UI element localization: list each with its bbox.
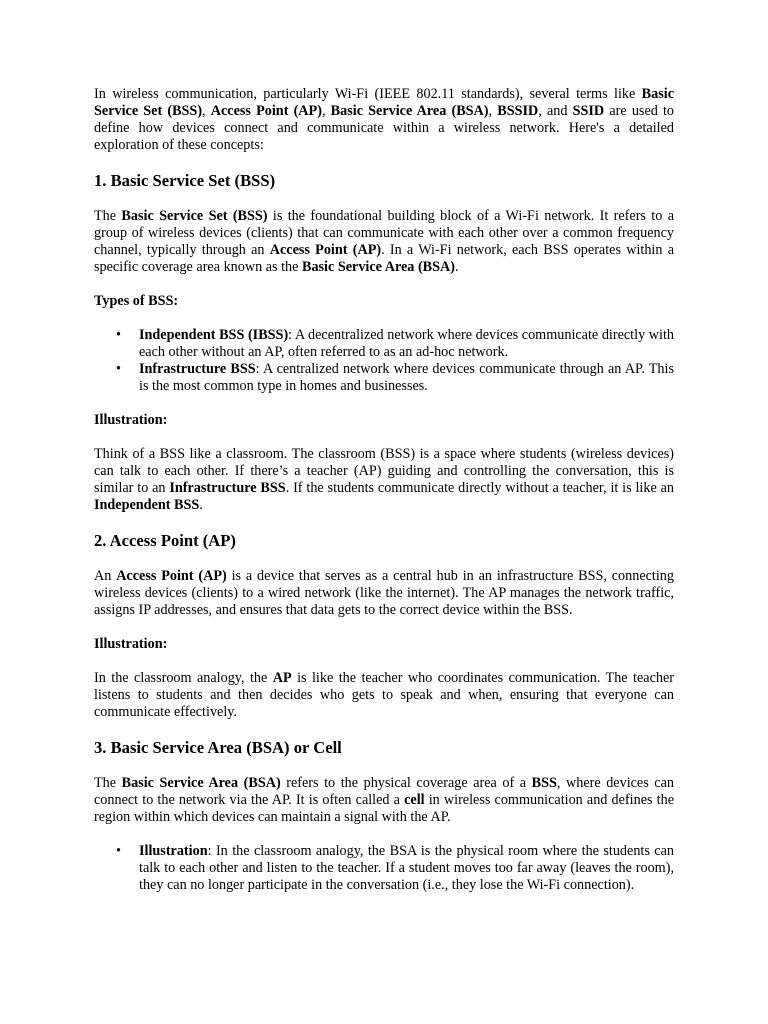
types-of-bss-heading: Types of BSS: — [94, 293, 179, 309]
illustration-heading: Illustration: — [94, 412, 168, 428]
ap-illustration-paragraph: In the classroom analogy, the AP is like the teacher who coordinates communication. The teacher listens to students and then decides who gets to speak and when, ensuring that everyone can communicate effectively. — [94, 670, 674, 720]
intro-paragraph: In wireless communication, particularly Wi-Fi (IEEE 802.11 standards), several terms like Basic Service Set (BSS), Access Point (AP), Basic Service Area (BSA), BSSID, and SSID are used to define how devices connect and communicate within a wireless network. Here's a detailed exploration of these concepts: — [94, 86, 675, 153]
section-heading-ap: 2. Access Point (AP) — [94, 531, 236, 550]
section-heading-bss: 1. Basic Service Set (BSS) — [94, 171, 276, 190]
list-item: • Illustration: In the classroom analogy, the BSA is the physical room where the students can talk to each other and listen to the teacher. If a student moves too far away (leaves the room), they can no longer participate in the conversation (i.e., they lose the Wi-Fi connection). — [94, 843, 674, 894]
bss-illustration-paragraph: Think of a BSS like a classroom. The classroom (BSS) is a space where students (wireless devices) can talk to each other. If there’s a teacher (AP) guiding and controlling the conversation, this is similar to an Infrastructure BSS. If the students communicate directly without a teacher, it is like an Independent BSS. — [94, 446, 674, 513]
bsa-list — [94, 843, 674, 894]
section-heading-bsa: 3. Basic Service Area (BSA) or Cell — [94, 738, 342, 757]
bsa-paragraph: The Basic Service Area (BSA) refers to the physical coverage area of a BSS, where devices can connect to the network via the AP. It is often called a cell in wireless communication and defines the region within which devices can maintain a signal with the AP. — [94, 775, 674, 825]
ap-paragraph: An Access Point (AP) is a device that serves as a central hub in an infrastructure BSS, connecting wireless devices (clients) to a wired network (like the internet). The AP manages the network traffic, assigns IP addresses, and ensures that data gets to the correct device within the BSS. — [94, 568, 674, 618]
bss-paragraph: The Basic Service Set (BSS) is the foundational building block of a Wi-Fi network. It refers to a group of wireless devices (clients) that can communicate with each other over a common frequency channel, typically through an Access Point (AP). In a Wi-Fi network, each BSS operates within a specific coverage area known as the Basic Service Area (BSA). — [94, 208, 674, 275]
list-item: • Independent BSS (IBSS): A decentralized network where devices communicate directly with each other without an AP, often referred to as an ad-hoc network. — [94, 327, 674, 361]
bss-types-list — [94, 327, 674, 395]
illustration-heading: Illustration: — [94, 636, 168, 652]
list-item: • Infrastructure BSS: A centralized network where devices communicate through an AP. This is the most common type in homes and businesses. — [94, 361, 674, 395]
